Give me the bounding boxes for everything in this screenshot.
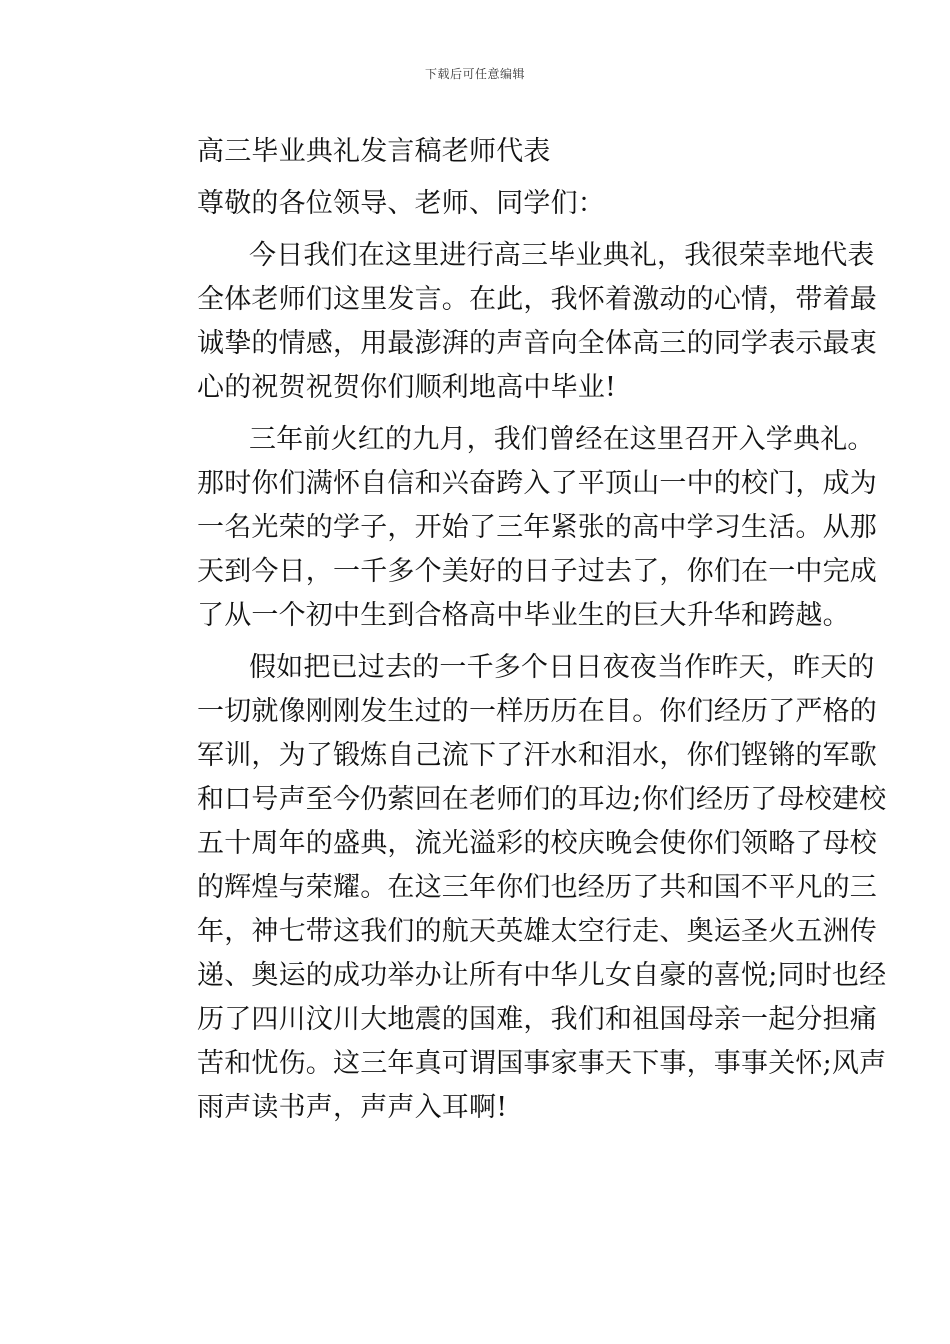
salutation: 尊敬的各位领导、老师、同学们： — [197, 188, 605, 219]
paragraph-line: 的辉煌与荣耀。在这三年你们也经历了共和国不平凡的三 — [197, 872, 877, 903]
paragraph-line: 和口号声至今仍萦回在老师们的耳边;你们经历了母校建校 — [197, 784, 887, 815]
document-title: 高三毕业典礼发言稿老师代表 — [197, 136, 551, 167]
paragraph-line: 历了四川汶川大地震的国难，我们和祖国母亲一起分担痛 — [197, 1004, 877, 1035]
paragraph-line: 五十周年的盛典，流光溢彩的校庆晚会使你们领略了母校 — [197, 828, 877, 859]
document-body — [145, 130, 887, 1138]
paragraph-line: 了从一个初中生到合格高中毕业生的巨大升华和跨越。 — [197, 600, 850, 631]
paragraph-2 — [145, 418, 877, 638]
paragraph-line: 军训，为了锻炼自己流下了汗水和泪水，你们铿锵的军歌 — [197, 740, 877, 771]
paragraph-line: 心的祝贺祝贺你们顺利地高中毕业! — [197, 372, 617, 403]
header-note: 下载后可任意编辑 — [424, 67, 525, 81]
paragraph-line: 诚挚的情感，用最澎湃的声音向全体高三的同学表示最衷 — [197, 328, 877, 359]
paragraph-line: 全体老师们这里发言。在此，我怀着激动的心情，带着最 — [197, 284, 877, 315]
paragraph-line: 递、奥运的成功举办让所有中华儿女自豪的喜悦;同时也经 — [197, 960, 887, 991]
paragraph-line: 那时你们满怀自信和兴奋跨入了平顶山一中的校门，成为 — [197, 468, 877, 499]
paragraph-3 — [145, 646, 887, 1130]
paragraph-line: 天到今日，一千多个美好的日子过去了，你们在一中完成 — [197, 556, 877, 587]
paragraph-line: 假如把已过去的一千多个日日夜夜当作昨天，昨天的 — [249, 652, 875, 683]
paragraph-line: 年，神七带这我们的航天英雄太空行走、奥运圣火五洲传 — [197, 916, 877, 947]
paragraph-1 — [145, 234, 877, 410]
paragraph-line: 苦和忧伤。这三年真可谓国事家事天下事，事事关怀;风声 — [197, 1048, 887, 1079]
paragraph-line: 今日我们在这里进行高三毕业典礼，我很荣幸地代表 — [249, 240, 875, 271]
paragraph-line: 三年前火红的九月，我们曾经在这里召开入学典礼。 — [249, 424, 875, 455]
paragraph-line: 雨声读书声，声声入耳啊! — [197, 1092, 508, 1123]
paragraph-line: 一切就像刚刚发生过的一样历历在目。你们经历了严格的 — [197, 696, 877, 727]
paragraph-line: 一名光荣的学子，开始了三年紧张的高中学习生活。从那 — [197, 512, 877, 543]
